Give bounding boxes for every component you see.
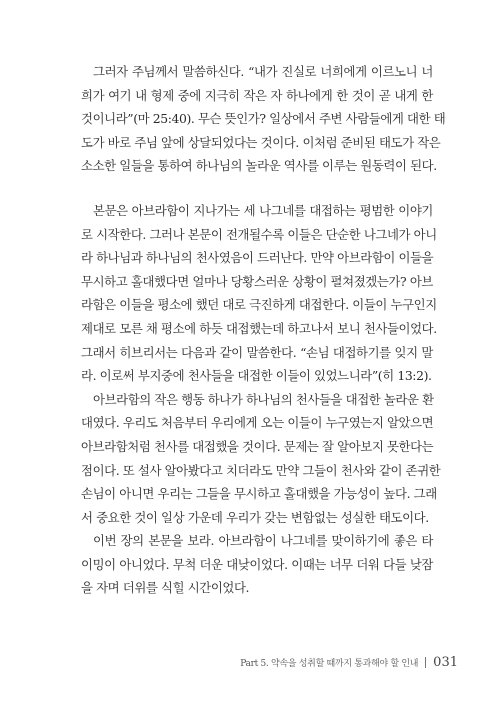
paragraph-1 [81,60,446,178]
text-line: 이번 장의 본문을 보라. 아브라함이 나그네를 맞이하기에 좋은 타 [93,533,433,549]
running-title: Part 5. 약속을 성취할 때까지 통과해야 할 인내 [240,659,419,669]
body-text [81,60,446,600]
paragraph-4 [81,529,433,600]
text-line: 로 시작한다. 그러나 본문이 전개될수록 이들은 단순한 나그네가 아니 [81,226,437,242]
text-line: 대였다. 우리도 처음부터 우리에게 오는 이들이 누구였는지 알았으면 [81,415,434,431]
text-line: 도가 바로 주님 앞에 상달되었다는 것이다. 이처럼 준비된 태도가 작은 [81,134,441,150]
text-line: 아브라함처럼 천사를 대접했을 것이다. 문제는 잘 알아보지 못한다는 [81,438,434,454]
text-line: 점이다. 또 설사 알아봤다고 치더라도 만약 그들이 천사와 같이 존귀한 [81,462,441,478]
text-line: 라함은 이들을 평소에 했던 대로 극진하게 대접한다. 이들이 누구인지 [81,297,437,313]
text-line: 그러자 주님께서 말씀하신다. “내가 진실로 너희에게 이르노니 너 [93,64,433,79]
text-line: 소소한 일들을 통하여 하나님의 놀라운 역사를 이루는 원동력이 된다. [81,158,437,174]
page-footer [240,655,458,670]
footer-divider [425,657,426,668]
text-line: 무시하고 홀대했다면 얼마나 당황스러운 상황이 펼쳐졌겠는가? 아브 [81,273,433,289]
text-line: 그래서 히브리서는 다음과 같이 말씀한다. “손님 대접하기를 잊지 말 [81,344,433,360]
text-line: 라. 이로써 부지중에 천사들을 대접한 이들이 있었느니라”(히 13:2). [81,368,432,384]
text-line: 본문은 아브라함이 지나가는 세 나그네를 대접하는 평범한 이야기 [93,202,433,218]
text-line: 아브라함의 작은 행동 하나가 하나님의 천사들을 대접한 놀라운 환 [93,391,434,407]
paragraph-3 [81,388,441,530]
text-line: 라 하나님과 하나님의 천사였음이 드러난다. 만약 아브라함이 이들을 [81,250,434,266]
text-line: 을 자며 더위를 식힐 시간이었다. [81,580,250,596]
text-line: 희가 여기 내 형제 중에 지극히 작은 자 하나에게 한 것이 곧 내게 한 [81,87,433,103]
text-line: 손님이 아니면 우리는 그들을 무시하고 홀대했을 가능성이 높다. 그래 [81,486,437,502]
page-number: 031 [433,655,458,670]
text-line: 서 중요한 것이 일상 가운데 우리가 갖는 변함없는 성실한 태도이다. [81,509,429,525]
text-line: 제대로 모른 채 평소에 하듯 대접했는데 하고나서 보니 천사들이었다. [81,320,437,336]
paragraph-gap [81,178,433,199]
text-line: 것이니라”(마 25:40). 무슨 뜻인가? 일상에서 주변 사람들에게 대한 태 [81,111,446,127]
paragraph-2 [81,199,437,388]
text-line: 이밍이 아니었다. 무척 더운 대낮이었다. 이때는 너무 더워 다들 낮잠 [81,556,433,572]
